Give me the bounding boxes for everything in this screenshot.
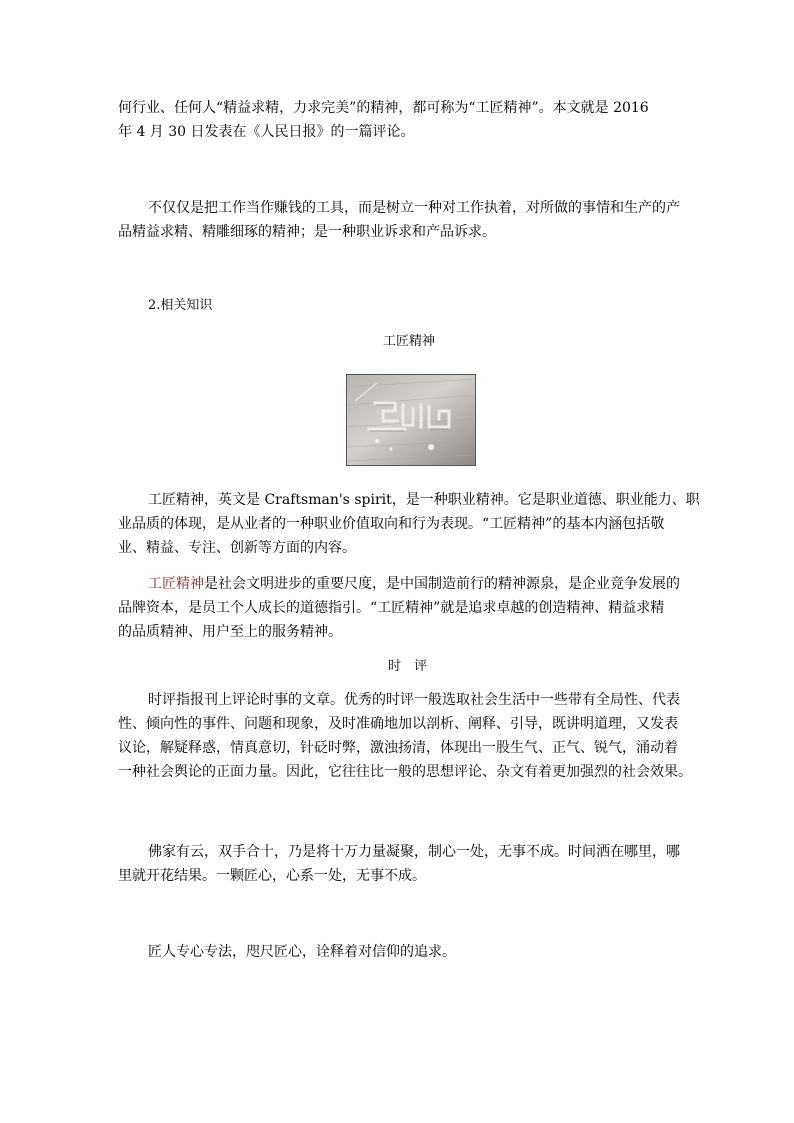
buddhist-line-1: 佛家有云，双手合十，乃是将十万力量凝聚，制心一处，无事不成。时间洒在哪里，哪 bbox=[148, 844, 680, 860]
commentary-line-4: 一种社会舆论的正面力量。因此，它往往比一般的思想评论、杂文有着更加强烈的社会效果。 bbox=[118, 764, 692, 780]
intro-paragraph bbox=[118, 96, 678, 144]
definition-line-1: 工匠精神，英文是 Craftsman's spirit，是一种职业精神。它是职业道德、职业能力、职 bbox=[148, 492, 700, 508]
commentary-line-1: 时评指报刊上评论时事的文章。优秀的时评一般选取社会生活中一些带有全局性、代表 bbox=[148, 692, 680, 708]
tool-line-2: 品精益求精、精雕细琢的精神；是一种职业诉求和产品诉求。 bbox=[118, 224, 496, 240]
commentary-line-3: 议论，解疑释惑，情真意切，针砭时弊，激浊扬清，体现出一股生气、正气、锐气，涌动着 bbox=[118, 740, 678, 756]
commentary-line-2: 性、倾向性的事件、问题和现象，及时准确地加以剖析、阐释、引导，既讲明道理，又发表 bbox=[118, 716, 678, 732]
intro-line-2: 年 4 月 30 日发表在《人民日报》的一篇评论。 bbox=[118, 124, 415, 140]
tool-paragraph bbox=[118, 196, 678, 244]
craftsman-logo-image bbox=[346, 374, 476, 466]
definition-paragraph bbox=[118, 488, 700, 560]
craftsman-spirit-link[interactable]: 工匠精神 bbox=[148, 576, 204, 592]
buddhist-paragraph bbox=[118, 840, 678, 888]
measure-line-3: 的品质精神、用户至上的服务精神。 bbox=[118, 624, 342, 640]
measure-line-1 bbox=[118, 572, 678, 596]
craftsman-logo-carved-wood-icon bbox=[347, 375, 475, 465]
final-paragraph bbox=[118, 940, 678, 964]
buddhist-line-2: 里就开花结果。一颗匠心，心系一处，无事不成。 bbox=[118, 868, 426, 884]
intro-line-1: 何行业、任何人“精益求精，力求完美”的精神，都可称为“工匠精神”。本文就是 2016 bbox=[118, 100, 649, 116]
measure-line-1-rest: 是社会文明进步的重要尺度，是中国制造前行的精神源泉，是企业竞争发展的 bbox=[204, 576, 680, 592]
measure-paragraph bbox=[118, 572, 678, 644]
definition-line-2: 业品质的体现，是从业者的一种职业价值取向和行为表现。“工匠精神”的基本内涵包括敬 bbox=[118, 516, 665, 532]
section-heading: 2.相关知识 bbox=[148, 298, 213, 313]
commentary-title: 时 评 bbox=[388, 659, 428, 674]
definition-line-3: 业、精益、专注、创新等方面的内容。 bbox=[118, 540, 356, 556]
measure-line-2: 品牌资本，是员工个人成长的道德指引。“工匠精神”就是追求卓越的创造精神、精益求精 bbox=[118, 600, 665, 616]
final-line-1: 匠人专心专法，咫尺匠心，诠释着对信仰的追求。 bbox=[148, 944, 456, 960]
commentary-paragraph bbox=[118, 688, 692, 784]
tool-line-1: 不仅仅是把工作当作赚钱的工具，而是树立一种对工作执着，对所做的事情和生产的产 bbox=[148, 200, 680, 216]
topic-title: 工匠精神 bbox=[383, 334, 436, 349]
